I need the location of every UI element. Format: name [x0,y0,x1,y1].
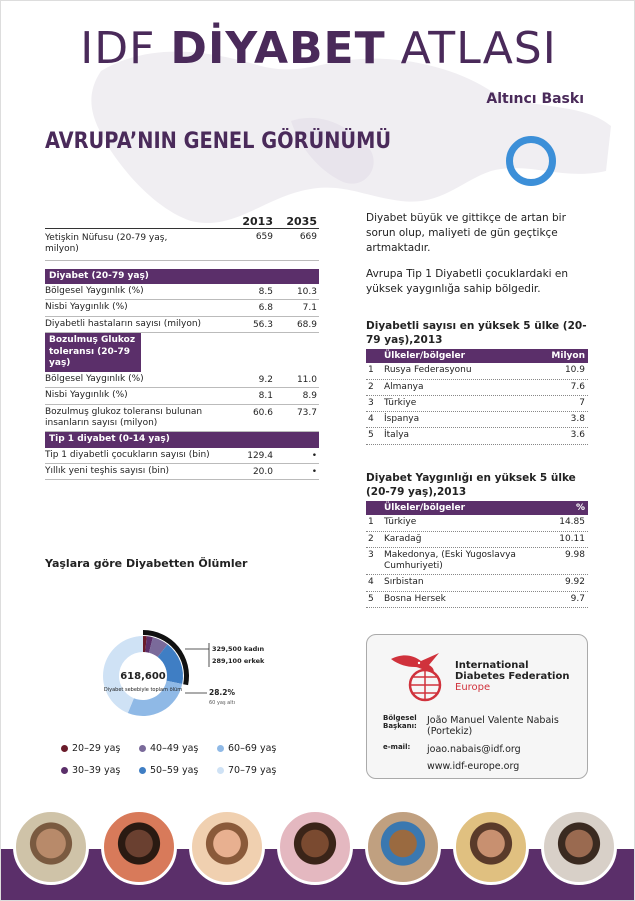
idf-name-line: Europe [455,682,491,693]
legend-swatch [139,767,146,774]
table-header [366,349,588,363]
year-2013: 2013 [242,215,273,228]
table-row [366,412,588,428]
row-label: Yetişkin Nüfusu (20-79 yaş, milyon) [45,233,168,255]
table-row [45,317,319,333]
photo-children [277,809,353,885]
deaths-under60-pct: 28.2% [209,688,236,697]
row-label: Yıllık yeni teşhis sayısı (bin) [45,465,170,476]
legend-swatch [61,745,68,752]
top5-prevalence-table [366,471,588,608]
row-label: Bölgesel Yaygınlık (%) [45,286,144,297]
population-row [45,229,319,261]
value-2035: 8.9 [302,391,317,402]
region-ring-icon [506,136,556,186]
value-2035: 7.1 [302,303,317,314]
legend-item [139,743,198,754]
photo-girl [101,809,177,885]
value: 10.9 [564,365,585,376]
idf-name-line: Diabetes Federation [455,671,570,682]
rank: 2 [368,381,374,392]
deaths-title: Yaşlara göre Diyabetten Ölümler [45,557,248,570]
email-label: e-mail: [383,742,411,751]
deaths-under60-caption: 60 yaş altı [209,700,235,706]
value-2035: 68.9 [296,319,317,330]
value-2013: 20.0 [252,466,273,477]
col-header: Ülkeler/bölgeler [384,503,466,514]
value: 7 [579,397,585,408]
row-label: Nisbi Yaygınlık (%) [45,302,128,313]
country-name: Sırbistan [384,577,424,588]
deaths-donut-chart [81,621,301,731]
edition-label: Altıncı Baskı [486,91,584,107]
value: 9.98 [564,549,585,560]
legend-item [61,765,120,776]
legend-swatch [61,767,68,774]
table-row [45,372,319,388]
legend-swatch [217,767,224,774]
table-row [366,515,588,531]
atlas-title: IDF DİYABET ATLASI [80,23,557,74]
region-title: AVRUPA’NIN GENEL GÖRÜNÜMÜ [45,129,392,154]
value-2013: 60.6 [252,407,273,418]
value-2035: 669 [299,232,317,242]
country-name: Almanya [384,381,424,392]
value: 9.7 [570,593,585,604]
value-2035: • [311,466,317,477]
table-row [366,396,588,412]
rank: 4 [368,414,374,425]
section-diabetes: Diyabet (20-79 yaş) [45,269,319,285]
rank: 3 [368,397,374,408]
intro-text [366,211,591,307]
legend-label: 70–79 yaş [228,765,277,776]
table-row [45,388,319,404]
idf-contact-box [366,634,588,779]
value-2013: 8.5 [258,287,273,298]
table-row [45,448,319,464]
value-2013: 8.1 [258,391,273,402]
table-row [45,300,319,316]
col-header: Milyon [551,351,585,362]
table-row [45,284,319,300]
photo-man-turban [365,809,441,885]
table-row [45,464,319,480]
table-row [45,405,319,433]
table-header [366,501,588,515]
intro-paragraph: Avrupa Tip 1 Diyabetli çocuklardaki en yüksek yaygınlığa sahip bölgedir. [366,267,569,295]
legend-item [217,765,276,776]
value: 3.8 [570,414,585,425]
value-2035: 73.7 [296,407,317,418]
stats-table [45,215,319,480]
country-name: Türkiye [384,517,417,528]
table-row [366,592,588,608]
country-name: Karadağ [384,533,422,544]
value: 10.11 [559,533,585,544]
email-link[interactable]: joao.nabais@idf.org [427,743,521,755]
deaths-male: 289,100 erkek [212,657,265,665]
website-link[interactable]: www.idf-europe.org [427,761,520,773]
rank: 5 [368,430,374,441]
table-row [366,428,588,444]
value: 3.6 [570,430,585,441]
value-2013: 9.2 [258,375,273,385]
legend-swatch [217,745,224,752]
legend-label: 40–49 yaş [150,743,199,754]
section-type1: Tip 1 diyabet (0-14 yaş) [45,432,319,448]
legend-label: 50–59 yaş [150,765,199,776]
country-name: Rusya Federasyonu [384,365,472,376]
value: 9.92 [564,577,585,588]
legend-label: 20–29 yaş [72,743,121,754]
rank: 3 [368,549,374,560]
country-name: Makedonya, (Eski Yugoslavya Cumhuriyeti) [384,549,516,572]
legend-item [217,743,276,754]
value-2035: • [311,450,317,461]
value-2013: 6.8 [258,303,273,314]
rank: 2 [368,533,374,544]
rank: 1 [368,365,374,376]
photo-man-hat [13,809,89,885]
row-label: Bölgesel Yaygınlık (%) [45,374,144,384]
country-name: Türkiye [384,397,417,408]
value: 7.6 [570,381,585,392]
chair-name: João Manuel Valente Nabais (Portekiz) [427,715,559,738]
top5-count-table [366,319,588,445]
deaths-total: 618,600 [120,671,166,682]
col-header: Ülkeler/bölgeler [384,351,466,362]
row-label: Tip 1 diyabetli çocukların sayısı (bin) [45,449,210,460]
contact-details [383,715,583,779]
section-igt: Bozulmuş Glukoz toleransı (20-79 yaş) [45,333,141,372]
table-title: Diyabet Yaygınlığı en yüksek 5 ülke (20-79 yaş),2013 [366,472,576,499]
value-2035: 11.0 [296,375,317,385]
deaths-female: 329,500 kadın [212,645,265,653]
year-header [45,215,319,229]
legend-label: 60–69 yaş [228,743,277,754]
table-title: Diyabetli sayısı en yüksek 5 ülke (20-79 yaş),2013 [366,320,587,347]
table-row [366,548,588,576]
value-2013: 129.4 [247,450,273,461]
table-row [366,532,588,548]
legend-item [139,765,198,776]
idf-hummingbird-globe-icon [389,645,451,707]
rank: 5 [368,593,374,604]
intro-paragraph: Diyabet büyük ve gittikçe de artan bir sorun olup, maliyeti de gün geçtikçe artmaktadır. [366,212,566,255]
row-label: Bozulmuş glukoz toleransı bulunan insanların sayısı (milyon) [45,406,203,428]
row-label: Nisbi Yaygınlık (%) [45,390,128,401]
table-row [366,380,588,396]
idf-name-line: International [455,660,529,671]
legend-swatch [139,745,146,752]
table-row [366,363,588,379]
country-name: İtalya [384,430,410,441]
year-2035: 2035 [286,215,317,228]
photo-mother-baby [453,809,529,885]
chair-label: Bölgesel Başkanı: [383,714,417,730]
rank: 4 [368,577,374,588]
rank: 1 [368,517,374,528]
legend-item [61,743,120,754]
country-name: İspanya [384,414,420,425]
table-row [366,575,588,591]
legend-label: 30–39 yaş [72,765,121,776]
col-header: % [575,503,585,514]
value-2013: 659 [255,232,273,242]
photo-couple [541,809,617,885]
country-name: Bosna Hersek [384,593,446,604]
deaths-total-caption: Diyabet sebebiyle toplam ölüm [103,687,183,693]
idf-name [455,660,569,693]
photo-strip [1,809,635,889]
value-2013: 56.3 [252,319,273,330]
photo-woman [189,809,265,885]
value: 14.85 [559,517,585,528]
row-label: Diyabetli hastaların sayısı (milyon) [45,318,202,329]
value-2035: 10.3 [296,287,317,298]
